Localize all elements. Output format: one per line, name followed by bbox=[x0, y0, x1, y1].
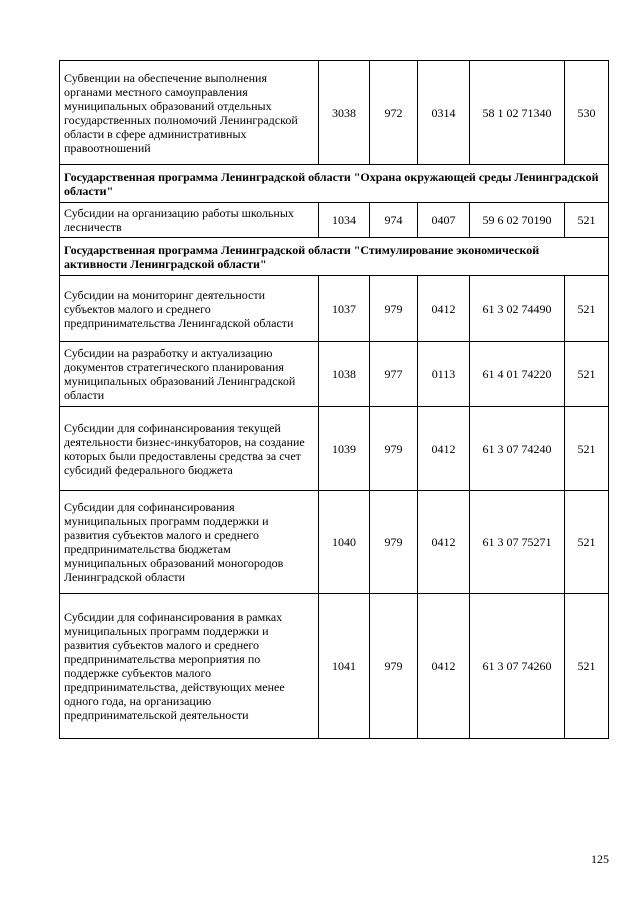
row-code: 1040 bbox=[319, 491, 370, 594]
row-name: Субсидии для софинансирования текущей деятельности бизнес-инкубаторов, на создание которых были предоставлены средства за счет субсидий федерального бюджета bbox=[60, 407, 319, 491]
row-ministry-code: 979 bbox=[370, 276, 418, 342]
row-section-code: 0314 bbox=[418, 61, 470, 165]
row-section-code: 0412 bbox=[418, 276, 470, 342]
row-target-code: 58 1 02 71340 bbox=[470, 61, 565, 165]
section-row bbox=[60, 165, 609, 203]
page-number: 125 bbox=[591, 852, 609, 866]
row-type-code: 521 bbox=[565, 203, 609, 238]
row-section-code: 0412 bbox=[418, 407, 470, 491]
row-name: Субсидии на мониторинг деятельности субъектов малого и среднего предпринимательства Ленингадской области bbox=[60, 276, 319, 342]
row-type-code: 530 bbox=[565, 61, 609, 165]
section-title: Государственная программа Ленинградской области "Стимулирование экономической активности Ленинградской области" bbox=[60, 238, 609, 276]
row-type-code: 521 bbox=[565, 407, 609, 491]
row-ministry-code: 977 bbox=[370, 342, 418, 407]
row-target-code: 61 4 01 74220 bbox=[470, 342, 565, 407]
row-code: 3038 bbox=[319, 61, 370, 165]
table-row bbox=[60, 61, 609, 165]
row-target-code: 61 3 07 74260 bbox=[470, 594, 565, 739]
row-section-code: 0407 bbox=[418, 203, 470, 238]
row-type-code: 521 bbox=[565, 491, 609, 594]
table-row bbox=[60, 342, 609, 407]
table-row bbox=[60, 276, 609, 342]
row-ministry-code: 979 bbox=[370, 407, 418, 491]
row-target-code: 59 6 02 70190 bbox=[470, 203, 565, 238]
table-row bbox=[60, 491, 609, 594]
row-type-code: 521 bbox=[565, 594, 609, 739]
row-ministry-code: 974 bbox=[370, 203, 418, 238]
row-name: Субвенции на обеспечение выполнения органами местного самоуправления муниципальных образований отдельных государственных полномочий Ленинградской области в сфере административных правоотношений bbox=[60, 61, 319, 165]
row-section-code: 0113 bbox=[418, 342, 470, 407]
row-name: Субсидии для софинансирования муниципальных программ поддержки и развития субъектов малого и среднего предпринимательства бюджетам муниципальных образований моногородов Ленинградской области bbox=[60, 491, 319, 594]
row-section-code: 0412 bbox=[418, 491, 470, 594]
row-target-code: 61 3 07 74240 bbox=[470, 407, 565, 491]
row-target-code: 61 3 07 75271 bbox=[470, 491, 565, 594]
section-title: Государственная программа Ленинградской области "Охрана окружающей среды Ленинградской области" bbox=[60, 165, 609, 203]
budget-table bbox=[59, 60, 609, 739]
table-row bbox=[60, 407, 609, 491]
table-row bbox=[60, 594, 609, 739]
row-name: Субсидии на разработку и актуализацию документов стратегического планирования муниципальных образований Ленинградской области bbox=[60, 342, 319, 407]
row-target-code: 61 3 02 74490 bbox=[470, 276, 565, 342]
row-code: 1034 bbox=[319, 203, 370, 238]
table-row bbox=[60, 203, 609, 238]
row-name: Субсидии на организацию работы школьных лесничеств bbox=[60, 203, 319, 238]
row-section-code: 0412 bbox=[418, 594, 470, 739]
row-ministry-code: 972 bbox=[370, 61, 418, 165]
row-ministry-code: 979 bbox=[370, 491, 418, 594]
row-type-code: 521 bbox=[565, 342, 609, 407]
row-ministry-code: 979 bbox=[370, 594, 418, 739]
row-code: 1039 bbox=[319, 407, 370, 491]
row-code: 1037 bbox=[319, 276, 370, 342]
row-code: 1038 bbox=[319, 342, 370, 407]
row-type-code: 521 bbox=[565, 276, 609, 342]
row-code: 1041 bbox=[319, 594, 370, 739]
row-name: Субсидии для софинансирования в рамках муниципальных программ поддержки и развития субъектов малого и среднего предпринимательства мероприятия по поддержке субъектов малого предпринимательства, действующих менее одного года, на организацию предпринимательской деятельности bbox=[60, 594, 319, 739]
section-row bbox=[60, 238, 609, 276]
